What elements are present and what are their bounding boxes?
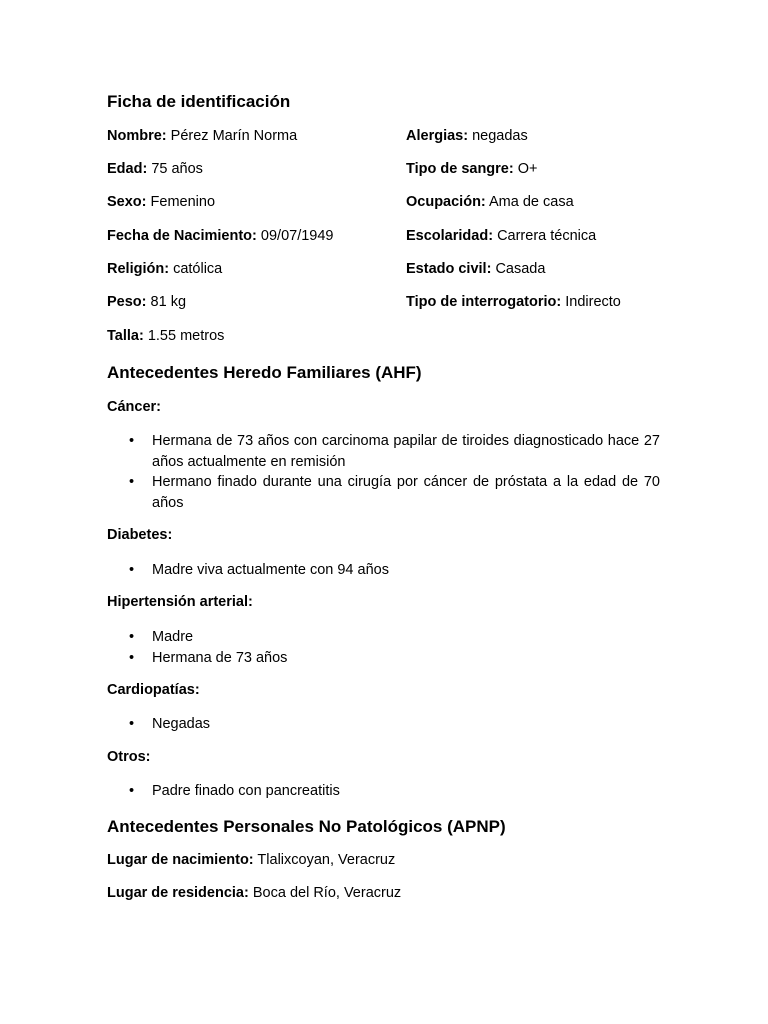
field-value: Boca del Río, Veracruz bbox=[252, 885, 402, 901]
bullet-icon: • bbox=[129, 649, 135, 666]
field-label: Ocupación: bbox=[406, 194, 486, 210]
field-value: negadas bbox=[472, 128, 528, 144]
field-label: Estado civil: bbox=[406, 261, 492, 277]
field-religion bbox=[107, 261, 222, 277]
field-nombre bbox=[107, 128, 297, 144]
ahf-heading: Antecedentes Heredo Familiares (AHF) bbox=[107, 363, 422, 382]
ficha-heading: Ficha de identificación bbox=[107, 92, 291, 111]
list-item bbox=[107, 431, 660, 472]
field-value: 81 kg bbox=[150, 294, 187, 310]
list-item-text: Padre finado con pancreatitis bbox=[152, 783, 340, 799]
field-estado-civil bbox=[406, 261, 545, 277]
ahf-label-otros: Otros: bbox=[107, 749, 151, 765]
field-label: Tipo de sangre: bbox=[406, 161, 514, 177]
apnp-heading: Antecedentes Personales No Patológicos (APNP) bbox=[107, 817, 506, 836]
field-alergias bbox=[406, 128, 528, 144]
ahf-label-hipertension: Hipertensión arterial: bbox=[107, 594, 253, 610]
list-item bbox=[107, 627, 660, 648]
bullet-list-diabetes bbox=[107, 560, 660, 581]
list-item-text: Hermano finado durante una cirugía por cáncer de próstata a la edad de 70 años bbox=[152, 474, 660, 511]
field-value: Carrera técnica bbox=[497, 228, 597, 244]
bullet-icon: • bbox=[129, 433, 135, 449]
bullet-list-cardiopatias bbox=[107, 714, 660, 735]
bullet-icon: • bbox=[129, 562, 135, 578]
field-value: 1.55 metros bbox=[147, 328, 225, 344]
bullet-list-hipertension bbox=[107, 627, 660, 668]
field-ocupacion bbox=[406, 194, 574, 210]
bullet-list-otros bbox=[107, 781, 660, 802]
field-tipo-interrogatorio bbox=[406, 294, 621, 310]
field-sexo bbox=[107, 194, 215, 210]
ahf-label-cancer: Cáncer: bbox=[107, 399, 161, 415]
list-item-text: Hermana de 73 años bbox=[152, 649, 288, 666]
ahf-label-diabetes: Diabetes: bbox=[107, 527, 173, 543]
field-label: Alergias: bbox=[406, 128, 469, 144]
bullet-list-cancer bbox=[107, 431, 660, 513]
ahf-label-cardiopatias: Cardiopatías: bbox=[107, 682, 200, 698]
field-value: Indirecto bbox=[565, 294, 621, 310]
list-item-text: Negadas bbox=[152, 716, 211, 732]
field-fecha-nacimiento bbox=[107, 228, 333, 244]
list-item bbox=[107, 781, 660, 802]
field-tipo-sangre bbox=[406, 161, 537, 177]
field-value: Femenino bbox=[150, 194, 216, 210]
field-value: Tlalixcoyan, Veracruz bbox=[257, 852, 396, 868]
field-label: Peso: bbox=[107, 294, 147, 310]
list-item-text: Madre viva actualmente con 94 años bbox=[152, 562, 389, 578]
field-value: 09/07/1949 bbox=[260, 228, 334, 244]
field-talla bbox=[107, 328, 224, 344]
field-edad bbox=[107, 161, 203, 177]
field-label: Talla: bbox=[107, 328, 144, 344]
field-value: 75 años bbox=[151, 161, 203, 177]
bullet-icon: • bbox=[129, 629, 135, 645]
field-label: Escolaridad: bbox=[406, 228, 494, 244]
field-value: O+ bbox=[517, 161, 538, 177]
list-item bbox=[107, 714, 660, 735]
field-label: Lugar de nacimiento: bbox=[107, 852, 254, 868]
field-value: Casada bbox=[495, 261, 546, 277]
field-peso bbox=[107, 294, 186, 310]
field-value: Ama de casa bbox=[489, 194, 574, 210]
list-item bbox=[107, 648, 660, 669]
bullet-icon: • bbox=[129, 716, 135, 732]
bullet-icon: • bbox=[129, 474, 135, 490]
field-lugar-nacimiento bbox=[107, 852, 395, 868]
list-item-text: Madre bbox=[152, 629, 194, 645]
field-label: Fecha de Nacimiento: bbox=[107, 228, 257, 244]
field-label: Sexo: bbox=[107, 194, 147, 210]
field-label: Religión: bbox=[107, 261, 170, 277]
list-item-text: Hermana de 73 años con carcinoma papilar de tiroides diagnosticado hace 27 años actualmente en remisión bbox=[152, 433, 660, 470]
field-value: Pérez Marín Norma bbox=[170, 128, 298, 144]
field-lugar-residencia bbox=[107, 885, 401, 901]
bullet-icon: • bbox=[129, 783, 135, 799]
list-item bbox=[107, 560, 660, 581]
field-value: católica bbox=[173, 261, 223, 277]
list-item bbox=[107, 472, 660, 513]
field-label: Tipo de interrogatorio: bbox=[406, 294, 562, 310]
field-label: Nombre: bbox=[107, 128, 167, 144]
field-label: Lugar de residencia: bbox=[107, 885, 249, 901]
field-escolaridad bbox=[406, 228, 596, 244]
field-label: Edad: bbox=[107, 161, 148, 177]
